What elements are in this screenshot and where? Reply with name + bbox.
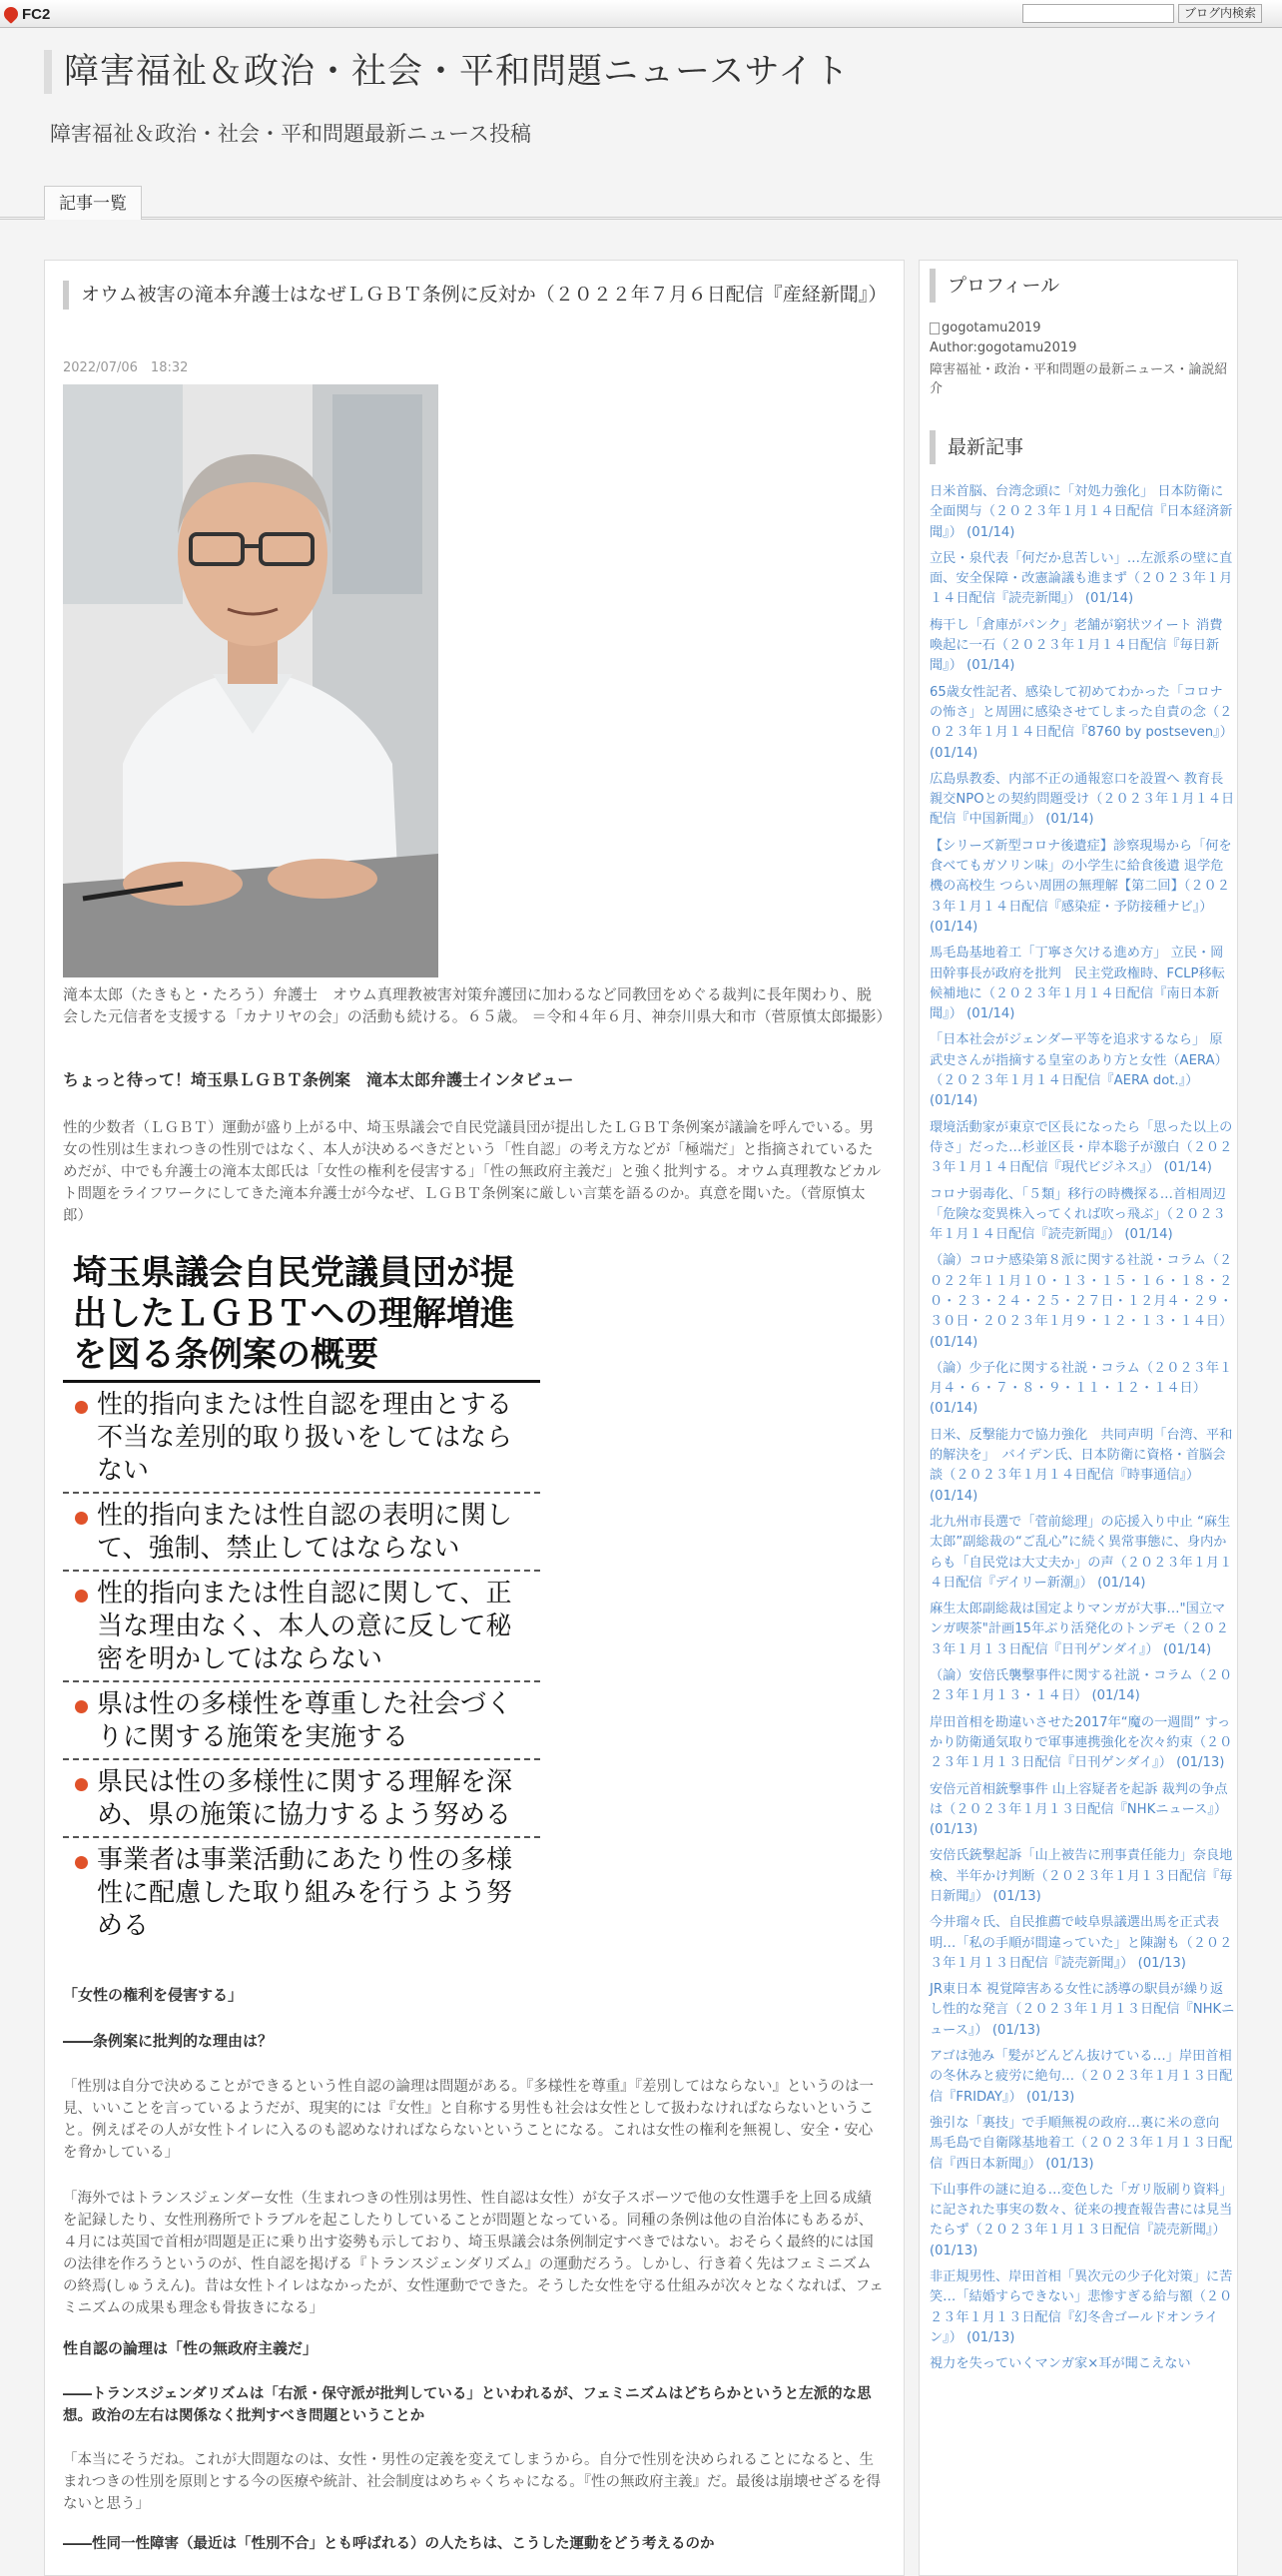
recent-article-link[interactable]: 非正規男性、岸田首相「異次元の少子化対策」に苦笑…「結婚すらできない」悲惨すぎる給与額（２０２３年１月１３日配信『幻冬舎ゴールドオンライン』） (01/13) [930, 2269, 1233, 2345]
recent-article-link[interactable]: JR東日本 視覚障害ある女性に誘導の駅員が繰り返し性的な発言（２０２３年１月１３日配信『NHKニュース』） (01/13) [930, 1982, 1235, 2038]
question-2: ――トランスジェンダリズムは「右派・保守派が批判している」といわれるが、フェミニズムはどちらかというと左派的な思想。政治の左右は関係なく批判すべき問題ということか [63, 2386, 872, 2424]
section-heading: 「女性の権利を侵害する」 [63, 1986, 244, 2004]
infographic-heading: 埼玉県議会自民党議員団が提出したＬＧＢＴへの理解増進を図る条例案の概要 [63, 1247, 540, 1383]
blog-search-button[interactable]: ブログ内検索 [1178, 4, 1262, 23]
answer-1: 「性別は自分で決めることができるという性自認の論理は問題がある。『多様性を尊重』『差別してはならない』というのは一見、いいことを言っているようだが、現実的には『女性』と自称する男性も社会は女性として扱わなければならないということ。例えばその人が女性トイレに入るのも認めなければならないということになる。これは女性の権利を無視し、安全・安心を脅かしている」 [63, 2079, 874, 2161]
recent-article-link[interactable]: コロナ弱毒化、「５類」移行の時機探る…首相周辺「危険な変異株入ってくれば吹っ飛ぶ」（２０２３年１月１４日配信『読売新聞』） (01/14) [930, 1186, 1226, 1243]
recent-article-link[interactable]: 麻生太郎副総裁は国定よりマンガが大事…"国立マンガ喫茶"計画15年ぶり活発化のトンデモ（２０２３年１月１３日配信『日刊ゲンダイ』） (01/14) [930, 1602, 1229, 1657]
fc2-logo[interactable] [4, 4, 50, 24]
photo-illustration [63, 384, 438, 977]
article-title[interactable]: オウム被害の滝本弁護士はなぜＬＧＢＴ条例に反対か（２０２２年７月６日配信『産経新聞』） [63, 281, 882, 310]
nav-bar [0, 158, 1282, 220]
bullet-dot-icon [75, 1778, 88, 1791]
lead-heading: ちょっと待って！埼玉県ＬＧＢＴ条例案 滝本太郎弁護士インタビュー [63, 1070, 574, 1089]
profile-description: 障害福祉・政治・平和問題の最新ニュース・論説紹介 [930, 362, 1228, 396]
question-1: ――条例案に批判的な理由は？ [63, 2032, 274, 2050]
fc2-logo-text: FC2 [22, 5, 51, 23]
broken-image-icon [930, 322, 940, 334]
recent-article-link[interactable]: 安倍氏銃撃起訴「山上被告に刑事責任能力」奈良地検、半年かけ判断（２０２３年１月１３日配信『毎日新聞』） (01/13) [930, 1848, 1233, 1904]
recent-article-link[interactable]: 立民・泉代表「何だか息苦しい」…左派系の壁に直面、安全保障・改憲論議も進まず（２０２３年１月１４日配信『読売新聞』） (01/14) [930, 550, 1233, 607]
ordinance-infographic [63, 1247, 552, 1966]
question-3: ――性同一性障害（最近は「性別不合」とも呼ばれる）の人たちは、こうした運動をどう考えるのか [63, 2536, 715, 2552]
fc2-topbar [0, 0, 1282, 28]
recent-article-link[interactable]: （論）安倍氏襲撃事件に関する社説・コラム（２０２３年１月１３・１４日） (01/14) [930, 1668, 1233, 1704]
recent-article-link[interactable]: 強引な「裏技」で手順無視の政府…裏に米の意向 馬毛島で自衛隊基地着工（２０２３年１月１３日配信『西日本新聞』） (01/13) [930, 2115, 1233, 2172]
infographic-item-text: 県は性の多様性を尊重した社会づくりに関する施策を実施する [97, 1689, 513, 1752]
recent-article-link[interactable]: 視力を失っていくマンガ家×耳が聞こえない [930, 2356, 1191, 2372]
recent-article-link[interactable]: 今井瑠々氏、自民推薦で岐阜県議選出馬を正式表明…「私の手順が間違っていた」と陳謝も（２０２３年１月１３日配信『読売新聞』） (01/13) [930, 1915, 1233, 1971]
infographic-item-text: 県民は性の多様性に関する理解を深め、県の施策に協力するよう努める [97, 1767, 513, 1830]
site-description: 障害福祉＆政治・社会・平和問題最新ニュース投稿 [50, 122, 531, 146]
recent-article-link[interactable]: 日米首脳、台湾念頭に「対処力強化」 日本防衛に全面関与（２０２３年１月１４日配信『日本経済新聞』） (01/14) [930, 484, 1233, 540]
nav-item-article-list[interactable]: 記事一覧 [44, 186, 142, 220]
bullet-dot-icon [75, 1700, 88, 1713]
infographic-item-text: 性的指向または性自認の表明に関して、強制、禁止してはならない [97, 1501, 513, 1564]
recent-article-link[interactable]: （論）コロナ感染第８派に関する社説・コラム（２０２２年１１月１０・１３・１５・１６・１８・２０・２３・２４・２５・２７日・１２月４・２９・３０日・２０２３年１月９・１２・１３・１４日） (01/14) [930, 1253, 1233, 1350]
profile-image [930, 321, 1040, 335]
recent-article-link[interactable]: 安倍元首相銃撃事件 山上容疑者を起訴 裁判の争点は（２０２３年１月１３日配信『NHKニュース』） (01/13) [930, 1781, 1228, 1838]
infographic-item [63, 1383, 540, 1494]
bullet-dot-icon [75, 1401, 88, 1414]
infographic-item-text: 事業者は事業活動にあたり性の多様性に配慮した取り組みを行うよう努める [97, 1845, 513, 1941]
main-column [44, 260, 905, 2576]
infographic-item [63, 1494, 540, 1572]
sidebar [919, 260, 1238, 2576]
recent-article-link[interactable]: 北九州市長選で「菅前総理」の応援入り中止 “麻生太郎”副総裁の“ご乱心”に続く異常事態に、身内からも「自民党は大丈夫か」の声（２０２３年１月１４日配信『デイリー新潮』） (01/14) [930, 1514, 1233, 1591]
recent-article-link[interactable]: 【シリーズ新型コロナ後遺症】診察現場から「何を食べてもガソリン味」の小学生に給食後遺 退学危機の高校生 つらい周囲の無理解【第二回】（２０２３年１月１４日配信『感染症・予防接種ナビ』） (01/14) [930, 838, 1232, 935]
bullet-dot-icon [75, 1512, 88, 1525]
profile-title: プロフィール [930, 269, 1227, 303]
infographic-item [63, 1572, 540, 1682]
profile-image-alt: gogotamu2019 [942, 321, 1041, 335]
answer-2: 「海外ではトランスジェンダー女性（生まれつきの性別は男性、性自認は女性）が女子スポーツで他の女性選手を上回る成績を記録したり、女性刑務所でトラブルを起こしたりしていることが問題となっている。同種の条例は他の自治体にもあるが、４月には英国で首相が問題是正に乗り出す姿勢も示しており、埼玉県議会は条例制定すべきではない。おそらく最終的には国の法律を作ろうというのが、性自認を掲げる『トランスジェンダリズム』の運動だろう。しかし、行き着く先はフェミニズムの終焉(しゅうえん)。昔は女性トイレはなかったが、女性運動でできた。そうした女性を守る仕組みが次々となくなれば、フェミニズムの成果も理念も骨抜きになる」 [63, 2191, 884, 2316]
recent-article-link[interactable]: 馬毛島基地着工「丁寧さ欠ける進め方」 立民・岡田幹事長が政府を批判 民主党政権時、FCLP移転候補地に（２０２３年１月１４日配信『南日本新聞』） (01/14) [930, 946, 1225, 1022]
bullet-dot-icon [75, 1856, 88, 1869]
recent-articles-list [930, 482, 1235, 2381]
recent-article-link[interactable]: 環境活動家が東京で区長になったら「思った以上の侍さ」だった…杉並区長・岸本聡子が激白（２０２３年１月１４日配信『現代ビジネス』） (01/14) [930, 1119, 1233, 1176]
infographic-item-text: 性的指向または性自認に関して、正当な理由なく、本人の意に反して秘密を明かしてはならない [97, 1579, 512, 1674]
recent-article-link[interactable]: 「日本社会がジェンダー平等を追求するなら」 原武史さんが指摘する皇室のあり方と女性（AERA）（２０２３年１月１４日配信『AERA dot.』） (01/14) [930, 1032, 1228, 1109]
recent-article-link[interactable]: 広島県教委、内部不正の通報窓口を設置へ 教育長親交NPOとの契約問題受け（２０２３年１月１４日配信『中国新聞』） (01/14) [930, 771, 1235, 828]
infographic-item-text: 性的指向または性自認を理由とする不当な差別的取り扱いをしてはならない [97, 1390, 513, 1486]
site-title[interactable]: 障害福祉＆政治・社会・平和問題ニュースサイト [44, 50, 850, 94]
infographic-item [63, 1760, 540, 1838]
infographic-item [63, 1838, 540, 1947]
bullet-dot-icon [75, 1590, 88, 1603]
recent-articles-title: 最新記事 [930, 430, 1227, 464]
article-photo [63, 384, 438, 977]
recent-article-link[interactable]: 梅干し「倉庫がパンク」老舗が窮状ツイート 消費喚起に一石（２０２３年１月１４日配信『毎日新聞』） (01/14) [930, 617, 1223, 674]
blog-search-input[interactable] [1022, 4, 1174, 23]
recent-article-link[interactable]: 下山事件の謎に迫る…変色した「ガリ版刷り資料」に記された事実の数々、従来の捜査報告書には見当たらず（２０２３年１月１３日配信『読売新聞』） (01/13) [930, 2182, 1233, 2258]
section-heading: 性自認の論理は「性の無政府主義だ」 [63, 2339, 319, 2357]
recent-article-link[interactable]: 岸田首相を勘違いさせた2017年“魔の一週間” すっかり防衛通気取りで軍事連携強化を次々約束（２０２３年１月１３日配信『日刊ゲンダイ』） (01/13) [930, 1714, 1233, 1771]
infographic-item [63, 1682, 540, 1760]
recent-article-link[interactable]: （論）少子化に関する社説・コラム（２０２３年１月４・６・７・８・９・１１・１２・１４日） (01/14) [930, 1360, 1233, 1417]
recent-article-link[interactable]: 65歳女性記者、感染して初めてわかった「コロナの怖さ」と周囲に感染させてしまった自責の念（２０２３年１月１４日配信『8760 by postseven』） (01/14) [930, 684, 1233, 761]
answer-3: 「本当にそうだね。これが大問題なのは、女性・男性の定義を変えてしまうから。自分で性別を決められることになると、生まれつきの性別を原則とする今の医療や統計、社会制度はめちゃくちゃになる。『性の無政府主義』だ。最後は崩壊せざるを得ないと思う」 [63, 2452, 881, 2512]
profile-author: Author:gogotamu2019 [930, 340, 1077, 355]
recent-article-link[interactable]: アゴは弛み「髪がどんどん抜けている…」岸田首相の冬休みと疲労に絶句…（２０２３年１月１３日配信『FRIDAY』） (01/13) [930, 2049, 1233, 2105]
photo-caption: 滝本太郎（たきもと・たろう）弁護士 オウム真理教被害対策弁護団に加わるなど同教団をめぐる裁判に長年関わり、脱会した元信者を支援する「カナリヤの会」の活動も続ける。６５歳。 ＝令和４年６月、神奈川県大和市（菅原慎太郎撮影） [63, 985, 892, 1025]
lead-paragraph: 性的少数者（ＬＧＢＴ）運動が盛り上がる中、埼玉県議会で自民党議員団が提出したＬＧＢＴ条例案が議論を呼んでいる。男女の性別は生まれつきの性別ではなく、本人が決めるべきだという「性自認」の考え方などが「極端だ」と指摘されているためだが、中でも弁護士の滝本太郎氏は「女性の権利を侵害する」「性の無政府主義だ」と強く批判する。オウム真理教などカルト問題をライフワークにしてきた滝本弁護士が今なぜ、ＬＧＢＴ条例案に厳しい言葉を語るのか。真意を聞いた。（菅原慎太郎） [63, 1120, 882, 1224]
recent-article-link[interactable]: 日米、反撃能力で協力強化 共同声明「台湾、平和的解決を」 バイデン氏、日本防衛に資格・首脳会談（２０２３年１月１４日配信『時事通信』） (01/14) [930, 1427, 1233, 1504]
fc2-flame-icon [1, 4, 21, 24]
article-date: 2022/07/06 18:32 [63, 360, 189, 375]
